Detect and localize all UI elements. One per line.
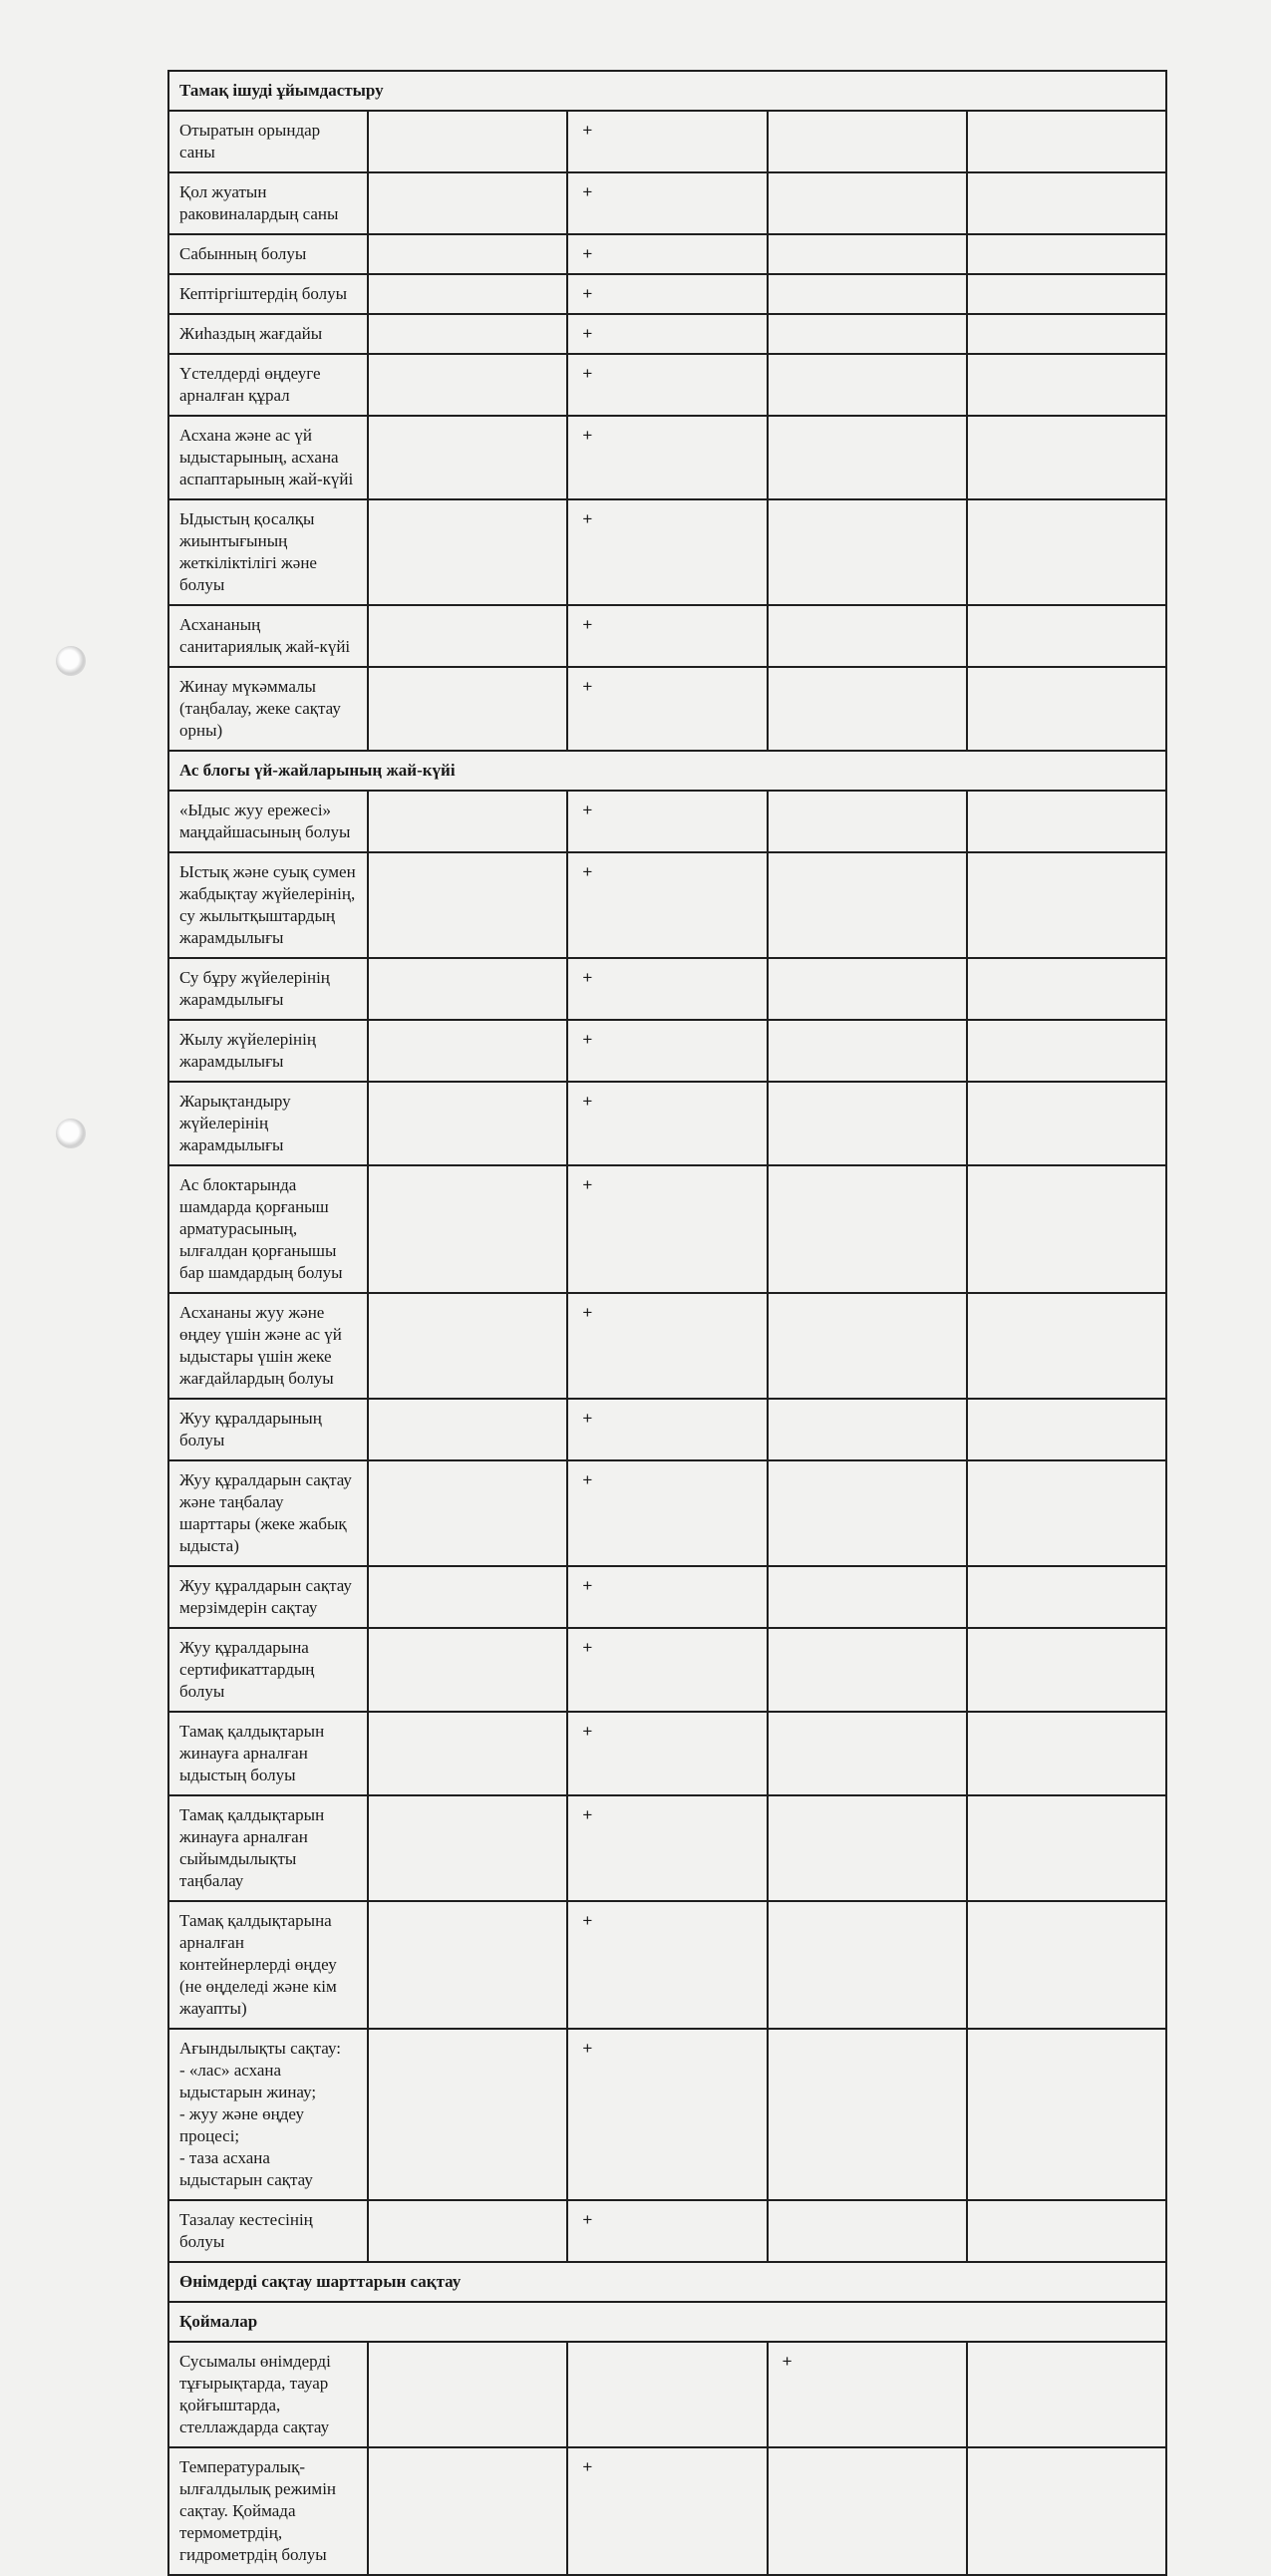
mark-cell-3 (768, 354, 967, 416)
mark-cell-2: + (567, 1399, 767, 1460)
mark-cell-1 (368, 1082, 567, 1165)
criterion-text-line: Тамақ қалдықтарына арналған контейнерлерді өңдеу (не өңделеді және кім жауапты) (179, 1911, 337, 2018)
mark-cell-3 (768, 2200, 967, 2262)
table-row (168, 172, 1166, 234)
table-row (168, 1712, 1166, 1795)
criterion-label (168, 172, 368, 234)
mark-cell-4 (967, 499, 1166, 605)
table-row (168, 791, 1166, 852)
mark-cell-1 (368, 314, 567, 354)
mark-cell-1 (368, 2447, 567, 2575)
criterion-text-line: Жуу құралдарын сақтау мерзімдерін сақтау (179, 1576, 352, 1617)
mark-cell-3 (768, 234, 967, 274)
mark-cell-4 (967, 605, 1166, 667)
mark-cell-4 (967, 172, 1166, 234)
mark-cell-2: + (567, 314, 767, 354)
mark-cell-3 (768, 958, 967, 1020)
criterion-text-line: Отыратын орындар саны (179, 121, 321, 161)
section-header-row (168, 71, 1166, 111)
criterion-text-line: Асхананың санитариялық жай-күйі (179, 615, 351, 656)
mark-cell-4 (967, 1712, 1166, 1795)
mark-cell-1 (368, 1020, 567, 1082)
criterion-label (168, 1460, 368, 1566)
table-row (168, 1165, 1166, 1293)
table-row (168, 1566, 1166, 1628)
criterion-label (168, 274, 368, 314)
mark-cell-3 (768, 2447, 967, 2575)
table-row (168, 1020, 1166, 1082)
mark-cell-3 (768, 1165, 967, 1293)
criterion-text-line: Үстелдерді өңдеуге арналған құрал (179, 364, 321, 405)
section-title: Қоймалар (168, 2302, 1166, 2342)
criterion-text-line: Ас блоктарында шамдарда қорғаныш арматурасының, ылғалдан қорғанышы бар шамдардың болуы (179, 1175, 343, 1282)
criterion-text-line: - таза асхана ыдыстарын сақтау (179, 2148, 313, 2189)
mark-cell-3 (768, 111, 967, 172)
mark-cell-1 (368, 354, 567, 416)
criterion-label (168, 2200, 368, 2262)
criterion-text-line: - жуу және өңдеу процесі; (179, 2104, 304, 2145)
criterion-text-line: Су бұру жүйелерінің жарамдылығы (179, 968, 330, 1009)
criterion-text-line: Жуу құралдарына сертификаттардың болуы (179, 1638, 315, 1701)
mark-cell-1 (368, 852, 567, 958)
mark-cell-2: + (567, 111, 767, 172)
table-row (168, 2342, 1166, 2447)
criterion-label (168, 1628, 368, 1712)
mark-cell-2: + (567, 416, 767, 499)
criterion-text-line: Жарықтандыру жүйелерінің жарамдылығы (179, 1092, 291, 1154)
mark-cell-2: + (567, 172, 767, 234)
mark-cell-4 (967, 2200, 1166, 2262)
section-header-row (168, 2262, 1166, 2302)
mark-cell-3: + (768, 2342, 967, 2447)
mark-cell-4 (967, 667, 1166, 751)
mark-cell-3 (768, 1901, 967, 2029)
mark-cell-4 (967, 274, 1166, 314)
mark-cell-3 (768, 605, 967, 667)
table-row (168, 667, 1166, 751)
mark-cell-1 (368, 111, 567, 172)
criterion-label (168, 1020, 368, 1082)
mark-cell-4 (967, 1566, 1166, 1628)
mark-cell-1 (368, 958, 567, 1020)
mark-cell-3 (768, 1712, 967, 1795)
mark-cell-2: + (567, 1082, 767, 1165)
criterion-text-line: Тамақ қалдықтарын жинауға арналған сыйымдылықты таңбалау (179, 1805, 325, 1890)
criterion-label (168, 852, 368, 958)
mark-cell-3 (768, 1399, 967, 1460)
mark-cell-4 (967, 852, 1166, 958)
mark-cell-1 (368, 667, 567, 751)
checklist-sheet (167, 70, 1167, 2576)
criterion-label (168, 314, 368, 354)
criterion-label (168, 111, 368, 172)
mark-cell-2 (567, 2342, 767, 2447)
section-header-row (168, 2302, 1166, 2342)
section-title: Тамақ ішуді ұйымдастыру (168, 71, 1166, 111)
table-row (168, 1399, 1166, 1460)
mark-cell-3 (768, 274, 967, 314)
table-row (168, 274, 1166, 314)
mark-cell-4 (967, 314, 1166, 354)
table-row (168, 1293, 1166, 1399)
mark-cell-2: + (567, 791, 767, 852)
criterion-label (168, 791, 368, 852)
mark-cell-2: + (567, 1460, 767, 1566)
mark-cell-2: + (567, 1020, 767, 1082)
table-row (168, 958, 1166, 1020)
criterion-text-line: «Ыдыс жуу ережесі» маңдайшасының болуы (179, 801, 351, 841)
table-row (168, 1460, 1166, 1566)
mark-cell-3 (768, 2029, 967, 2200)
mark-cell-3 (768, 1293, 967, 1399)
table-row (168, 354, 1166, 416)
mark-cell-2: + (567, 605, 767, 667)
mark-cell-2: + (567, 2029, 767, 2200)
criterion-text-line: Қол жуатын раковиналардың саны (179, 182, 339, 223)
criterion-text-line: Жуу құралдарының болуы (179, 1409, 322, 1449)
criterion-label (168, 2447, 368, 2575)
mark-cell-4 (967, 111, 1166, 172)
criterion-label (168, 1901, 368, 2029)
mark-cell-2: + (567, 354, 767, 416)
criterion-text-line: Сабынның болуы (179, 244, 307, 263)
table-row (168, 1082, 1166, 1165)
mark-cell-3 (768, 172, 967, 234)
mark-cell-1 (368, 1712, 567, 1795)
criterion-text-line: - «лас» асхана ыдыстарын жинау; (179, 2061, 317, 2101)
table-row (168, 2447, 1166, 2575)
mark-cell-3 (768, 1082, 967, 1165)
criterion-label (168, 499, 368, 605)
mark-cell-2: + (567, 234, 767, 274)
mark-cell-4 (967, 1628, 1166, 1712)
criterion-label (168, 234, 368, 274)
criterion-label (168, 1165, 368, 1293)
criterion-label (168, 1399, 368, 1460)
mark-cell-3 (768, 416, 967, 499)
mark-cell-3 (768, 791, 967, 852)
table-row (168, 111, 1166, 172)
mark-cell-4 (967, 1399, 1166, 1460)
criterion-label (168, 958, 368, 1020)
criterion-label (168, 2342, 368, 2447)
criterion-label (168, 605, 368, 667)
mark-cell-3 (768, 1460, 967, 1566)
mark-cell-2: + (567, 1165, 767, 1293)
table-row (168, 1628, 1166, 1712)
table-row (168, 1901, 1166, 2029)
criterion-label (168, 667, 368, 751)
mark-cell-3 (768, 1566, 967, 1628)
mark-cell-1 (368, 172, 567, 234)
criterion-text-line: Асхана және ас үй ыдыстарының, асхана аспаптарының жай-күйі (179, 426, 354, 488)
table-row (168, 605, 1166, 667)
table-row (168, 499, 1166, 605)
section-title: Өнімдерді сақтау шарттарын сақтау (168, 2262, 1166, 2302)
criterion-text-line: Тамақ қалдықтарын жинауға арналған ыдыстың болуы (179, 1722, 325, 1784)
mark-cell-4 (967, 1165, 1166, 1293)
mark-cell-2: + (567, 274, 767, 314)
mark-cell-4 (967, 1020, 1166, 1082)
mark-cell-1 (368, 1293, 567, 1399)
mark-cell-2: + (567, 1712, 767, 1795)
mark-cell-2: + (567, 1293, 767, 1399)
criterion-text-line: Жуу құралдарын сақтау және таңбалау шарттары (жеке жабық ыдыста) (179, 1470, 352, 1555)
mark-cell-2: + (567, 958, 767, 1020)
mark-cell-3 (768, 1020, 967, 1082)
mark-cell-4 (967, 958, 1166, 1020)
mark-cell-4 (967, 1082, 1166, 1165)
mark-cell-1 (368, 1628, 567, 1712)
mark-cell-1 (368, 2029, 567, 2200)
mark-cell-4 (967, 1795, 1166, 1901)
mark-cell-1 (368, 499, 567, 605)
punch-hole-top (56, 646, 86, 676)
criterion-label (168, 1082, 368, 1165)
criterion-text-line: Кептіргіштердің болуы (179, 284, 348, 303)
mark-cell-4 (967, 2342, 1166, 2447)
punch-hole-bottom (56, 1119, 86, 1148)
table-row (168, 234, 1166, 274)
criterion-label (168, 2029, 368, 2200)
criterion-text-line: Жинау мүкәммалы (таңбалау, жеке сақтау орны) (179, 677, 341, 740)
criterion-text-line: Тазалау кестесінің болуы (179, 2210, 313, 2251)
criterion-label (168, 1566, 368, 1628)
criterion-label (168, 1795, 368, 1901)
mark-cell-1 (368, 2342, 567, 2447)
mark-cell-1 (368, 1399, 567, 1460)
mark-cell-2: + (567, 499, 767, 605)
mark-cell-2: + (567, 852, 767, 958)
criterion-label (168, 1712, 368, 1795)
table-row (168, 416, 1166, 499)
criterion-text-line: Ыстық және суық сумен жабдықтау жүйелерінің, су жылытқыштардың жарамдылығы (179, 862, 356, 947)
mark-cell-1 (368, 234, 567, 274)
mark-cell-1 (368, 1795, 567, 1901)
mark-cell-2: + (567, 1901, 767, 2029)
mark-cell-1 (368, 1460, 567, 1566)
mark-cell-1 (368, 1165, 567, 1293)
mark-cell-4 (967, 791, 1166, 852)
mark-cell-2: + (567, 667, 767, 751)
criterion-text-line: Жылу жүйелерінің жарамдылығы (179, 1030, 316, 1071)
mark-cell-1 (368, 605, 567, 667)
mark-cell-1 (368, 1901, 567, 2029)
section-header-row (168, 751, 1166, 791)
criterion-label (168, 1293, 368, 1399)
mark-cell-1 (368, 416, 567, 499)
mark-cell-3 (768, 314, 967, 354)
mark-cell-3 (768, 499, 967, 605)
table-row (168, 852, 1166, 958)
mark-cell-1 (368, 791, 567, 852)
criterion-label (168, 416, 368, 499)
mark-cell-3 (768, 667, 967, 751)
mark-cell-2: + (567, 2447, 767, 2575)
mark-cell-4 (967, 2029, 1166, 2200)
mark-cell-3 (768, 852, 967, 958)
mark-cell-1 (368, 1566, 567, 1628)
mark-cell-1 (368, 274, 567, 314)
mark-cell-3 (768, 1795, 967, 1901)
mark-cell-4 (967, 1293, 1166, 1399)
mark-cell-4 (967, 1460, 1166, 1566)
table-row (168, 2029, 1166, 2200)
section-title: Ас блогы үй-жайларының жай-күйі (168, 751, 1166, 791)
mark-cell-4 (967, 234, 1166, 274)
criterion-text-line: Жиһаздың жағдайы (179, 324, 323, 343)
mark-cell-1 (368, 2200, 567, 2262)
mark-cell-2: + (567, 1628, 767, 1712)
mark-cell-4 (967, 1901, 1166, 2029)
criterion-text-line: Ағындылықты сақтау: (179, 2039, 341, 2058)
criterion-text-line: Сусымалы өнімдерді тұғырықтарда, тауар қойғыштарда, стеллаждарда сақтау (179, 2352, 331, 2436)
table-row (168, 314, 1166, 354)
table-row (168, 2200, 1166, 2262)
mark-cell-4 (967, 416, 1166, 499)
criterion-text-line: Температуралық-ылғалдылық режимін сақтау. Қоймада термометрдің, гидрометрдің болуы (179, 2457, 337, 2564)
mark-cell-3 (768, 1628, 967, 1712)
mark-cell-4 (967, 2447, 1166, 2575)
mark-cell-2: + (567, 1795, 767, 1901)
mark-cell-4 (967, 354, 1166, 416)
mark-cell-2: + (567, 1566, 767, 1628)
criterion-text-line: Ыдыстың қосалқы жиынтығының жеткіліктілігі және болуы (179, 509, 317, 594)
criterion-text-line: Асхананы жуу және өңдеу үшін және ас үй ыдыстары үшін жеке жағдайлардың болуы (179, 1303, 342, 1388)
mark-cell-2: + (567, 2200, 767, 2262)
table-row (168, 1795, 1166, 1901)
checklist-table (167, 70, 1167, 2576)
criterion-label (168, 354, 368, 416)
